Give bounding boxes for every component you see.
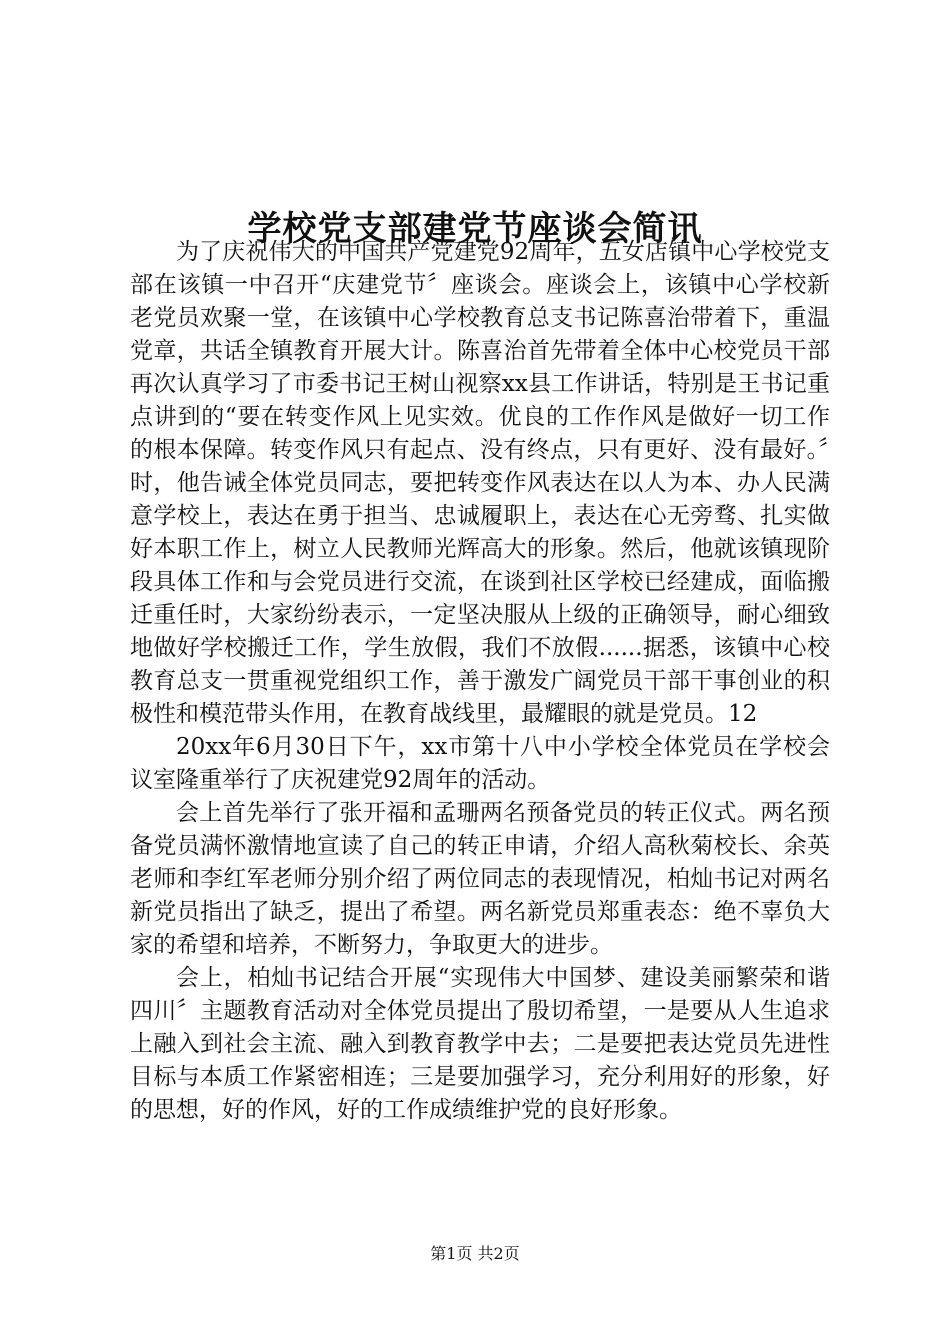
paragraph: 20xx年6月30日下午，xx市第十八中小学校全体党员在学校会议室隆重举行了庆祝建党92周年的活动。 <box>130 734 830 793</box>
page-number-footer: 第1页 共2页 <box>430 1244 520 1263</box>
paragraph: 会上，柏灿书记结合开展“实现伟大中国梦、建设美丽繁荣和谐四川〞主题教育活动对全体党员提出了殷切希望，一是要从人生追求上融入到社会主流、融入到教育教学中去；二是要把表达党员先进性目标与本质工作紧密相连；三是要加强学习，充分利用好的形象，好的思想，好的作风，好的工作成绩维护党的良好形象。 <box>130 965 830 1123</box>
paragraph: 会上首先举行了张开福和孟珊两名预备党员的转正仪式。两名预备党员满怀激情地宣读了自己的转正申请，介绍人高秋菊校长、余英老师和李红军老师分别介绍了两位同志的表现情况，柏灿书记对两名新党员指出了缺乏，提出了希望。两名新党员郑重表态：绝不辜负大家的希望和培养，不断努力，争取更大的进步。 <box>130 800 830 958</box>
paragraph: 为了庆祝伟大的中国共产党建党92周年，五女店镇中心学校党支部在该镇一中召开“庆建党节〞座谈会。座谈会上，该镇中心学校新老党员欢聚一堂，在该镇中心学校教育总支书记陈喜治带着下，重温党章，共话全镇教育开展大计。陈喜治首先带着全体中心校党员干部再次认真学习了市委书记王树山视察xx县工作讲话，特别是王书记重点讲到的“要在转变作风上见实效。优良的工作作风是做好一切工作的根本保障。转变作风只有起点、没有终点，只有更好、没有最好。〞时，他告诫全体党员同志，要把转变作风表达在以人为本、办人民满意学校上，表达在勇于担当、忠诚履职上，表达在心无旁骛、扎实做好本职工作上，树立人民教师光辉高大的形象。然后，他就该镇现阶段具体工作和与会党员进行交流，在谈到社区学校已经建成，面临搬迁重任时，大家纷纷表示，一定坚决服从上级的正确领导，耐心细致地做好学校搬迁工作，学生放假，我们不放假......据悉，该镇中心校教育总支一贯重视党组织工作，善于激发广阔党员干部干事创业的积极性和模范带头作用，在教育战线里，最耀眼的就是党员。12 <box>130 239 830 727</box>
document-body <box>130 236 830 1127</box>
document-title: 学校党支部建党节座谈会简讯 <box>247 208 703 249</box>
